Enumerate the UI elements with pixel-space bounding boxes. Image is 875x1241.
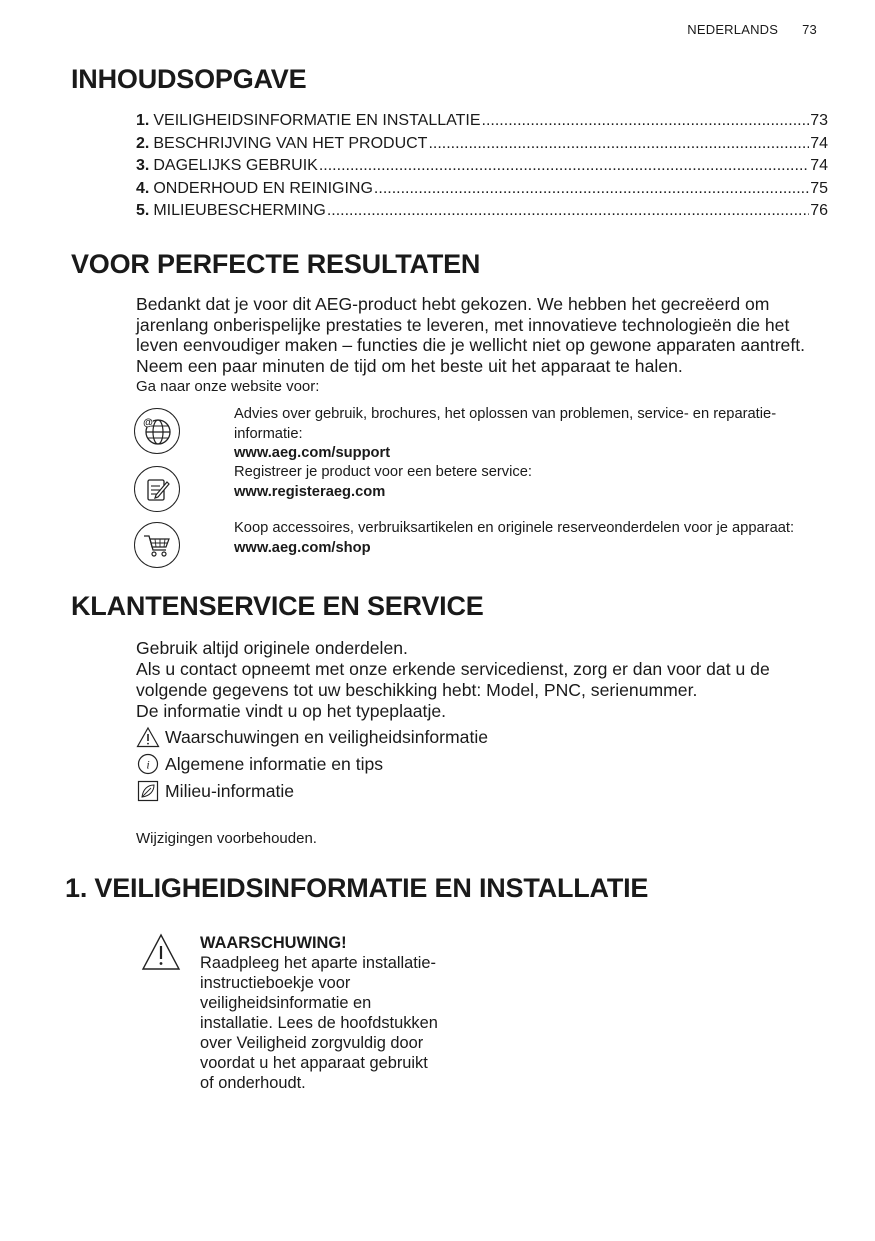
register-icon: [134, 466, 180, 512]
svg-text:i: i: [146, 757, 150, 772]
safety-warning: [200, 933, 440, 1093]
warning-text: Raadpleeg het aparte installatie-instructieboekje voor veiligheidsinformatie en installatie. Lees de hoofdstukken over Veiligheid zorgvuldig door voordat u het apparaat gebruikt of onderhoudt.: [200, 954, 438, 1092]
shop-text: Koop accessoires, verbruiksartikelen en originele reserveonderdelen voor je apparaat:: [234, 520, 795, 536]
cart-icon: [134, 522, 180, 568]
shop-link[interactable]: www.aeg.com/shop: [234, 539, 371, 556]
service-title: KLANTENSERVICE EN SERVICE: [71, 591, 484, 621]
warning-icon: [136, 726, 160, 748]
toc-item[interactable]: 3. DAGELIJKS GEBRUIK ..... 74: [136, 157, 828, 180]
safety-title: 1. VEILIGHEIDSINFORMATIE EN INSTALLATIE: [65, 873, 649, 903]
warning-triangle-icon: [141, 932, 181, 977]
register-link[interactable]: www.registeraeg.com: [234, 483, 386, 500]
results-intro: Bedankt dat je voor dit AEG-product hebt gekozen. We hebben het gecreëerd om jarenlang onberispelijke prestaties te leveren, met innovatieve technologieën die het leven eenvoudiger maken – functies die je wellicht niet op gewone apparaten aantreft. Neem een paar minuten de tijd om het beste uit het apparaat te halen.: [136, 294, 806, 377]
legend-environment: [136, 780, 294, 802]
svg-text:@: @: [143, 417, 153, 429]
legend-info: [136, 753, 383, 775]
globe-icon: [134, 408, 180, 454]
changes-note: Wijzigingen voorbehouden.: [136, 830, 317, 847]
service-line-3: De informatie vindt u op het typeplaatje.: [136, 701, 447, 721]
toc-item[interactable]: 2. BESCHRIJVING VAN HET PRODUCT ..... 74: [136, 135, 828, 158]
toc-item[interactable]: 1. VEILIGHEIDSINFORMATIE EN INSTALLATIE ..... 73: [136, 112, 828, 135]
legend-warning-label: Waarschuwingen en veiligheidsinformatie: [165, 726, 489, 747]
legend-info-label: Algemene informatie en tips: [165, 753, 384, 774]
legend-warning: [136, 726, 488, 748]
leaf-icon: [136, 780, 160, 802]
header-language: NEDERLANDS: [687, 22, 779, 37]
table-of-contents: [136, 112, 828, 225]
page-number: 73: [802, 22, 817, 37]
warning-title: WAARSCHUWING!: [200, 934, 347, 952]
results-visit: Ga naar onze website voor:: [136, 378, 320, 395]
toc-title: INHOUDSOPGAVE: [71, 64, 307, 94]
service-line-1: Gebruik altijd originele onderdelen.: [136, 638, 408, 658]
support-link[interactable]: www.aeg.com/support: [234, 445, 391, 461]
support-text: Advies over gebruik, brochures, het oplossen van problemen, service- en reparatie-informatie:: [234, 406, 777, 442]
info-icon: [136, 753, 160, 775]
register-text: Registreer je product voor een betere service:: [234, 464, 532, 480]
page-header: [687, 22, 817, 37]
service-line-2: Als u contact opneemt met onze erkende servicedienst, zorg er dan voor dat u de volgende gegevens tot uw beschikking hebt: Model, PNC, serienummer.: [136, 659, 770, 700]
results-title: VOOR PERFECTE RESULTATEN: [71, 249, 481, 279]
toc-item[interactable]: 5. MILIEUBESCHERMING ..... 76: [136, 202, 828, 225]
toc-item[interactable]: 4. ONDERHOUD EN REINIGING ..... 75: [136, 180, 828, 203]
legend-environment-label: Milieu-informatie: [165, 780, 295, 801]
